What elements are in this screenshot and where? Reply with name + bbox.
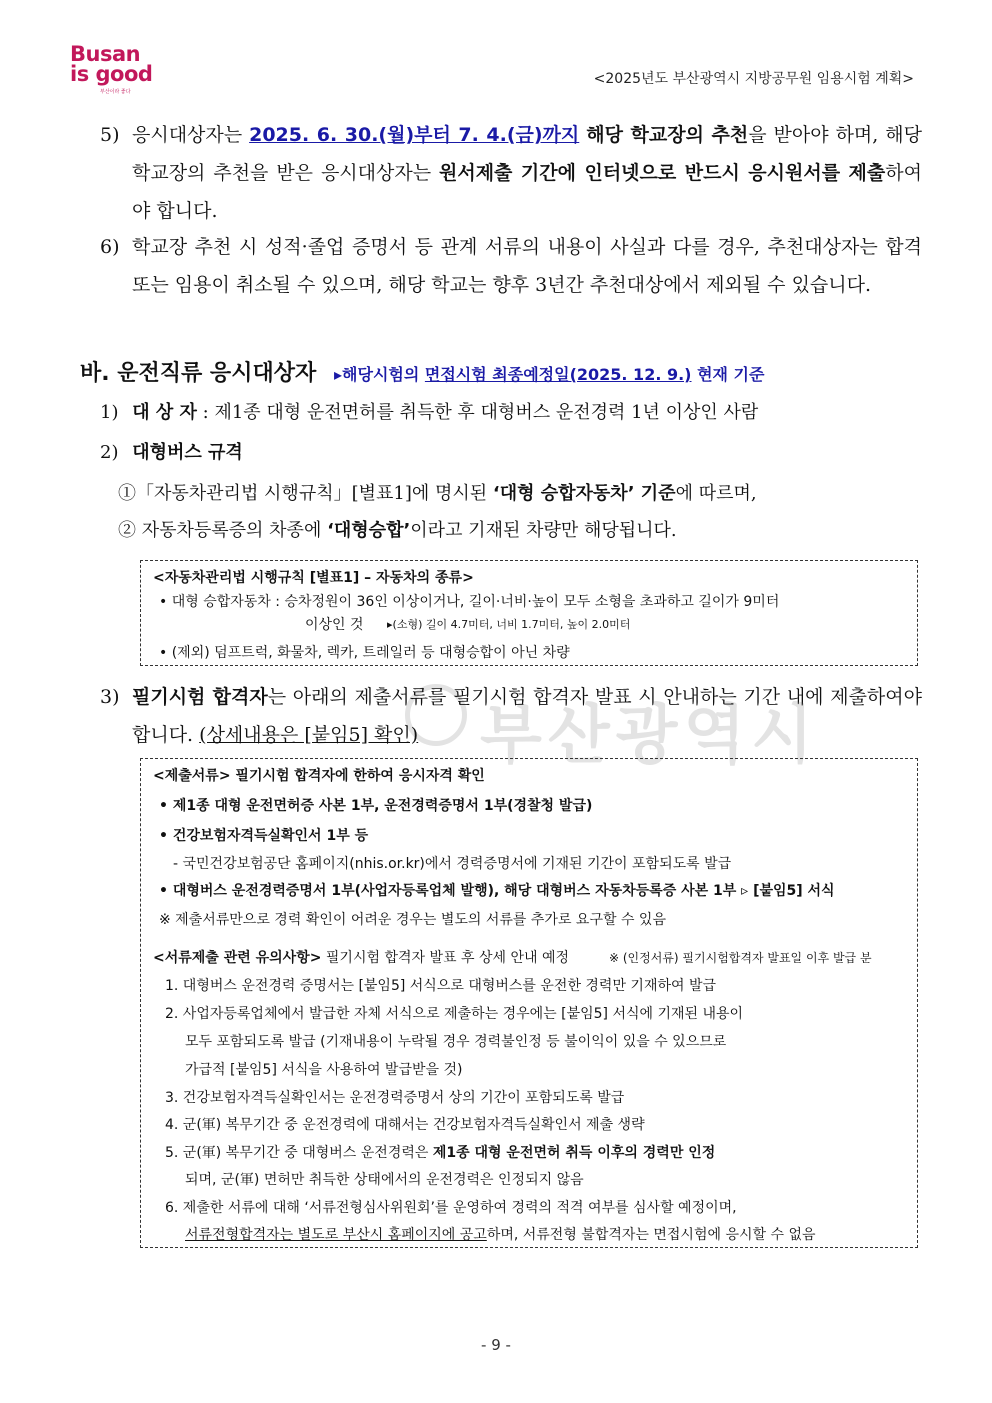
caution-item: 3. 건강보험자격득실확인서는 운전경력증명서 상의 기간이 포함되도록 발급 (165, 1090, 625, 1106)
cautions-sub: 필기시험 합격자 발표 후 상세 안내 예정 (321, 950, 569, 966)
item-6 (100, 228, 922, 304)
caution-item (165, 1142, 715, 1162)
logo-line1: Busan (70, 42, 141, 66)
emphasis: ‘대형승합’ (327, 520, 411, 541)
sub-item-2-criterion-1 (118, 479, 757, 505)
underlined-text: 서류전형합격자는 별도로 부산시 홈페이지에 공고 (185, 1227, 487, 1243)
item-number: 1) (100, 402, 119, 423)
box-bullet-cont: 이상인 것 (305, 617, 364, 633)
item-text: 학교장 추천 시 성적·졸업 증명서 등 관계 서류의 내용이 사실과 다를 경우, 추천대상자는 합격 또는 임용이 취소될 수 있으며, 해당 학교는 향후 3년간 추천대상에서 제외될 수 있습니다. (132, 236, 922, 296)
caution-item: 1. 대형버스 운전경력 증명서는 [붙임5] 서식으로 대형버스를 운전한 경력만 기재하여 발급 (165, 978, 717, 994)
label: 대 상 자 (132, 402, 197, 423)
caution-item-cont: 되며, 군(軍) 면허만 취득한 상태에서의 운전경력은 인정되지 않음 (185, 1172, 584, 1188)
text: 을 받아야 하며, 해당 학교장의 추천을 받은 응시대상자는 (132, 124, 923, 184)
text: 하여야 합니다. (132, 162, 922, 222)
emphasis: 원서제출 기간에 인터넷으로 반드시 응시원서를 제출 (439, 162, 886, 184)
item-number: 5) (100, 124, 120, 146)
doc-item-text: • 대형버스 운전경력증명서 1부(사업자등록업체 발행), 해당 대형버스 자동차등록증 사본 1부 (159, 883, 737, 899)
circle-number: ① (118, 483, 136, 504)
text: 「자동차관리법 시행규칙」[별표1]에 명시된 (136, 483, 493, 504)
emphasis: 해당 학교장의 추천 (586, 124, 749, 146)
box-title: <자동차관리법 시행규칙 [별표1] – 자동차의 종류> (153, 570, 474, 586)
text: 5. 군(軍) 복무기간 중 대형버스 운전경력은 (165, 1145, 433, 1161)
reference: (상세내용은 [붙임5] 확인) (199, 724, 419, 746)
note-prefix: ▸해당시험의 (334, 365, 425, 384)
sub-item-2-criterion-2 (118, 516, 677, 542)
box-title: <제출서류> 필기시험 합격자에 한하여 응시자격 확인 (153, 768, 485, 784)
arrow-icon: ▹ (741, 883, 749, 899)
box-bullet: • (제외) 덤프트럭, 화물차, 렉카, 트레일러 등 대형승합이 아닌 차량 (159, 645, 570, 661)
note-date: 면접시험 최종예정일(2025. 12. 9.) (424, 365, 692, 384)
cautions-title: <서류제출 관련 유의사항> (153, 950, 322, 966)
vehicle-type-box (140, 560, 918, 666)
text: 는 아래의 제출서류를 필기시험 합격자 발표 시 안내하는 기간 내에 제출하여야 합니다. (132, 686, 922, 746)
text: 응시대상자는 (132, 124, 250, 146)
text: 이라고 기재된 차량만 해당됩니다. (410, 520, 677, 541)
logo-tagline: 부산이라 좋다 (100, 89, 131, 95)
sub-item-3 (100, 678, 922, 754)
section-note (334, 362, 764, 385)
doc-item: • 제1종 대형 운전면허증 사본 1부, 운전경력증명서 1부(경찰청 발급) (159, 798, 593, 814)
caution-item-cont (185, 1224, 816, 1244)
caution-item: 4. 군(軍) 복무기간 중 운전경력에 대해서는 건강보험자격득실확인서 제출 생략 (165, 1117, 645, 1133)
circle-number: ② (118, 520, 136, 541)
item-number: 2) (100, 442, 119, 463)
documents-box (140, 758, 918, 1248)
box-note: ▸(소형) 길이 4.7미터, 너비 1.7미터, 높이 2.0미터 (387, 618, 631, 631)
document-header-title: <2025년도 부산광역시 지방공무원 임용시험 계획> (593, 71, 914, 87)
text: 하며, 서류전형 불합격자는 면접시험에 응시할 수 없음 (486, 1227, 816, 1243)
caution-item: 6. 제출한 서류에 대해 ‘서류전형심사위원회’를 운영하여 경력의 적격 여부를 심사할 예정이며, (165, 1200, 737, 1216)
item-number: 6) (100, 236, 120, 258)
caution-item-cont: 가급적 [붙임5] 서식을 사용하여 발급받을 것) (185, 1062, 463, 1078)
doc-subitem: - 국민건강보험공단 홈페이지(nhis.or.kr)에서 경력증명서에 기재된 기간이 포함되도록 발급 (173, 856, 732, 872)
emphasis: 필기시험 합격자 (132, 686, 268, 708)
item-5 (100, 116, 922, 230)
logo-line2: is good (70, 62, 153, 86)
cautions-header (153, 947, 569, 967)
label: 대형버스 규격 (132, 442, 243, 463)
watermark: 부산광역시 (480, 699, 820, 773)
emphasis: ‘대형 승합자동차’ 기준 (492, 483, 676, 504)
caution-item-cont: 모두 포함되도록 발급 (기재내용이 누락될 경우 경력불인정 등 불이익이 있을 수 있으므로 (185, 1034, 727, 1050)
text: 에 따르며, (675, 483, 757, 504)
doc-item (159, 880, 835, 900)
caution-item: 2. 사업자등록업체에서 발급한 자체 서식으로 제출하는 경우에는 [붙임5] 서식에 기재된 내용이 (165, 1006, 744, 1022)
text: 자동차등록증의 차종에 (141, 520, 328, 541)
sub-item-1 (100, 398, 758, 424)
text: : 제1종 대형 운전면허를 취득한 후 대형버스 운전경력 1년 이상인 사람 (202, 402, 759, 423)
page-number: - 9 - (481, 1336, 511, 1354)
doc-item: • 건강보험자격득실확인서 1부 등 (159, 828, 369, 844)
doc-ref: [붙임5] 서식 (753, 883, 835, 899)
note-suffix: 현재 기준 (691, 365, 765, 384)
section-title: 바. 운전직류 응시대상자 (80, 361, 317, 386)
emphasis: 제1종 대형 운전면허 취득 이후의 경력만 인정 (432, 1145, 716, 1161)
box-bullet: • 대형 승합자동차 : 승차정원이 36인 이상이거나, 길이·너비·높이 모두 소형을 초과하고 길이가 9미터 (159, 594, 780, 610)
cautions-note: ※ (인정서류) 필기시험합격자 발표일 이후 발급 분 (609, 951, 872, 965)
sub-item-2 (100, 438, 243, 464)
date-range: 2025. 6. 30.(월)부터 7. 4.(금)까지 (249, 124, 580, 146)
doc-note: ※ 제출서류만으로 경력 확인이 어려운 경우는 별도의 서류를 추가로 요구할 수 있음 (159, 912, 666, 928)
busan-logo (70, 42, 160, 102)
item-number: 3) (100, 686, 120, 708)
